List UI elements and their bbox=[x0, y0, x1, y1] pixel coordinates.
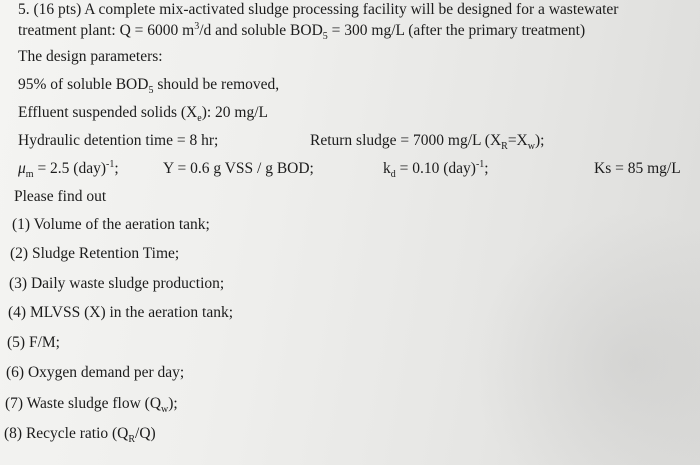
question-7-text: (7) Waste sludge flow (Q bbox=[5, 395, 162, 412]
ks-line bbox=[594, 160, 681, 178]
question-2-text: (2) Sludge Retention Time; bbox=[10, 245, 180, 262]
kd-end: ; bbox=[484, 160, 489, 177]
question-8-text: (8) Recycle ratio (Q bbox=[4, 425, 129, 442]
params-title-text: The design parameters: bbox=[18, 48, 163, 65]
bod-value-text: = 300 mg/L (after the primary treatment) bbox=[327, 22, 586, 39]
mu-value: = 2.5 (day) bbox=[33, 160, 107, 177]
question-1 bbox=[12, 216, 210, 234]
question-2 bbox=[10, 245, 179, 263]
show-through-shadow bbox=[470, 210, 700, 465]
bod-text: /d and soluble BOD bbox=[199, 22, 323, 39]
find-title-text: Please find out bbox=[14, 188, 107, 205]
return-sludge-text: Return sludge = 7000 mg/L (X bbox=[310, 132, 502, 149]
question-7-sub: w bbox=[161, 404, 169, 416]
kd-value: = 0.10 (day) bbox=[395, 160, 476, 177]
return-sludge-sub-r: R bbox=[501, 141, 508, 153]
header-line1-text: 5. (16 pts) A complete mix-activated sludge processing facility will be designed for a wastewater bbox=[18, 1, 619, 18]
question-4-text: (4) MLVSS (X) in the aeration tank; bbox=[8, 304, 233, 321]
effluent-sub: e bbox=[197, 113, 202, 125]
removal-text: 95% of soluble BOD bbox=[18, 76, 149, 93]
mu-symbol: μ bbox=[18, 160, 26, 177]
return-sludge-line bbox=[310, 132, 545, 153]
effluent-text-end: ): 20 mg/L bbox=[201, 104, 268, 121]
kd-sub: d bbox=[390, 169, 396, 181]
question-6-text: (6) Oxygen demand per day; bbox=[6, 364, 185, 381]
removal-line bbox=[18, 76, 280, 97]
question-7-end: ); bbox=[168, 395, 178, 412]
flow-text: treatment plant: Q = 6000 m bbox=[18, 22, 195, 39]
question-8-end: /Q) bbox=[135, 425, 156, 442]
removal-text-end: should be removed, bbox=[153, 76, 280, 93]
mu-line bbox=[18, 158, 119, 181]
params-title bbox=[18, 48, 163, 66]
question-3 bbox=[9, 275, 224, 293]
question-3-text: (3) Daily waste sludge production; bbox=[9, 275, 225, 292]
find-title bbox=[14, 188, 106, 206]
question-6 bbox=[6, 364, 184, 382]
flow-sup: 3 bbox=[194, 20, 200, 32]
mu-sup: -1 bbox=[106, 158, 115, 170]
yield-line bbox=[163, 160, 314, 178]
effluent-line bbox=[18, 104, 268, 125]
question-1-text: (1) Volume of the aeration tank; bbox=[12, 216, 210, 233]
question-4 bbox=[8, 304, 233, 322]
return-sludge-end: ); bbox=[534, 132, 545, 149]
kd-sup: -1 bbox=[475, 158, 485, 170]
yield-text: Y = 0.6 g VSS / g BOD; bbox=[163, 160, 314, 177]
problem-header-line1 bbox=[18, 1, 618, 19]
question-5-text: (5) F/M; bbox=[7, 334, 60, 351]
effluent-text: Effluent suspended solids (X bbox=[18, 104, 198, 121]
mu-sub: m bbox=[25, 169, 34, 181]
question-7 bbox=[5, 395, 178, 416]
question-5 bbox=[7, 334, 60, 352]
ks-text: Ks = 85 mg/L bbox=[594, 160, 681, 177]
bod-sub: 5 bbox=[322, 31, 328, 43]
hrt-line bbox=[18, 132, 218, 150]
mu-end: ; bbox=[114, 160, 119, 177]
hrt-text: Hydraulic detention time = 8 hr; bbox=[18, 132, 219, 149]
problem-header-line2 bbox=[18, 20, 586, 43]
kd-line bbox=[383, 158, 489, 181]
return-sludge-sub-w: w bbox=[527, 141, 535, 153]
question-8 bbox=[4, 425, 156, 446]
return-sludge-eq: =X bbox=[507, 132, 528, 149]
removal-sub: 5 bbox=[148, 85, 154, 97]
question-8-sub: R bbox=[128, 434, 136, 446]
kd-symbol: k bbox=[383, 160, 391, 177]
